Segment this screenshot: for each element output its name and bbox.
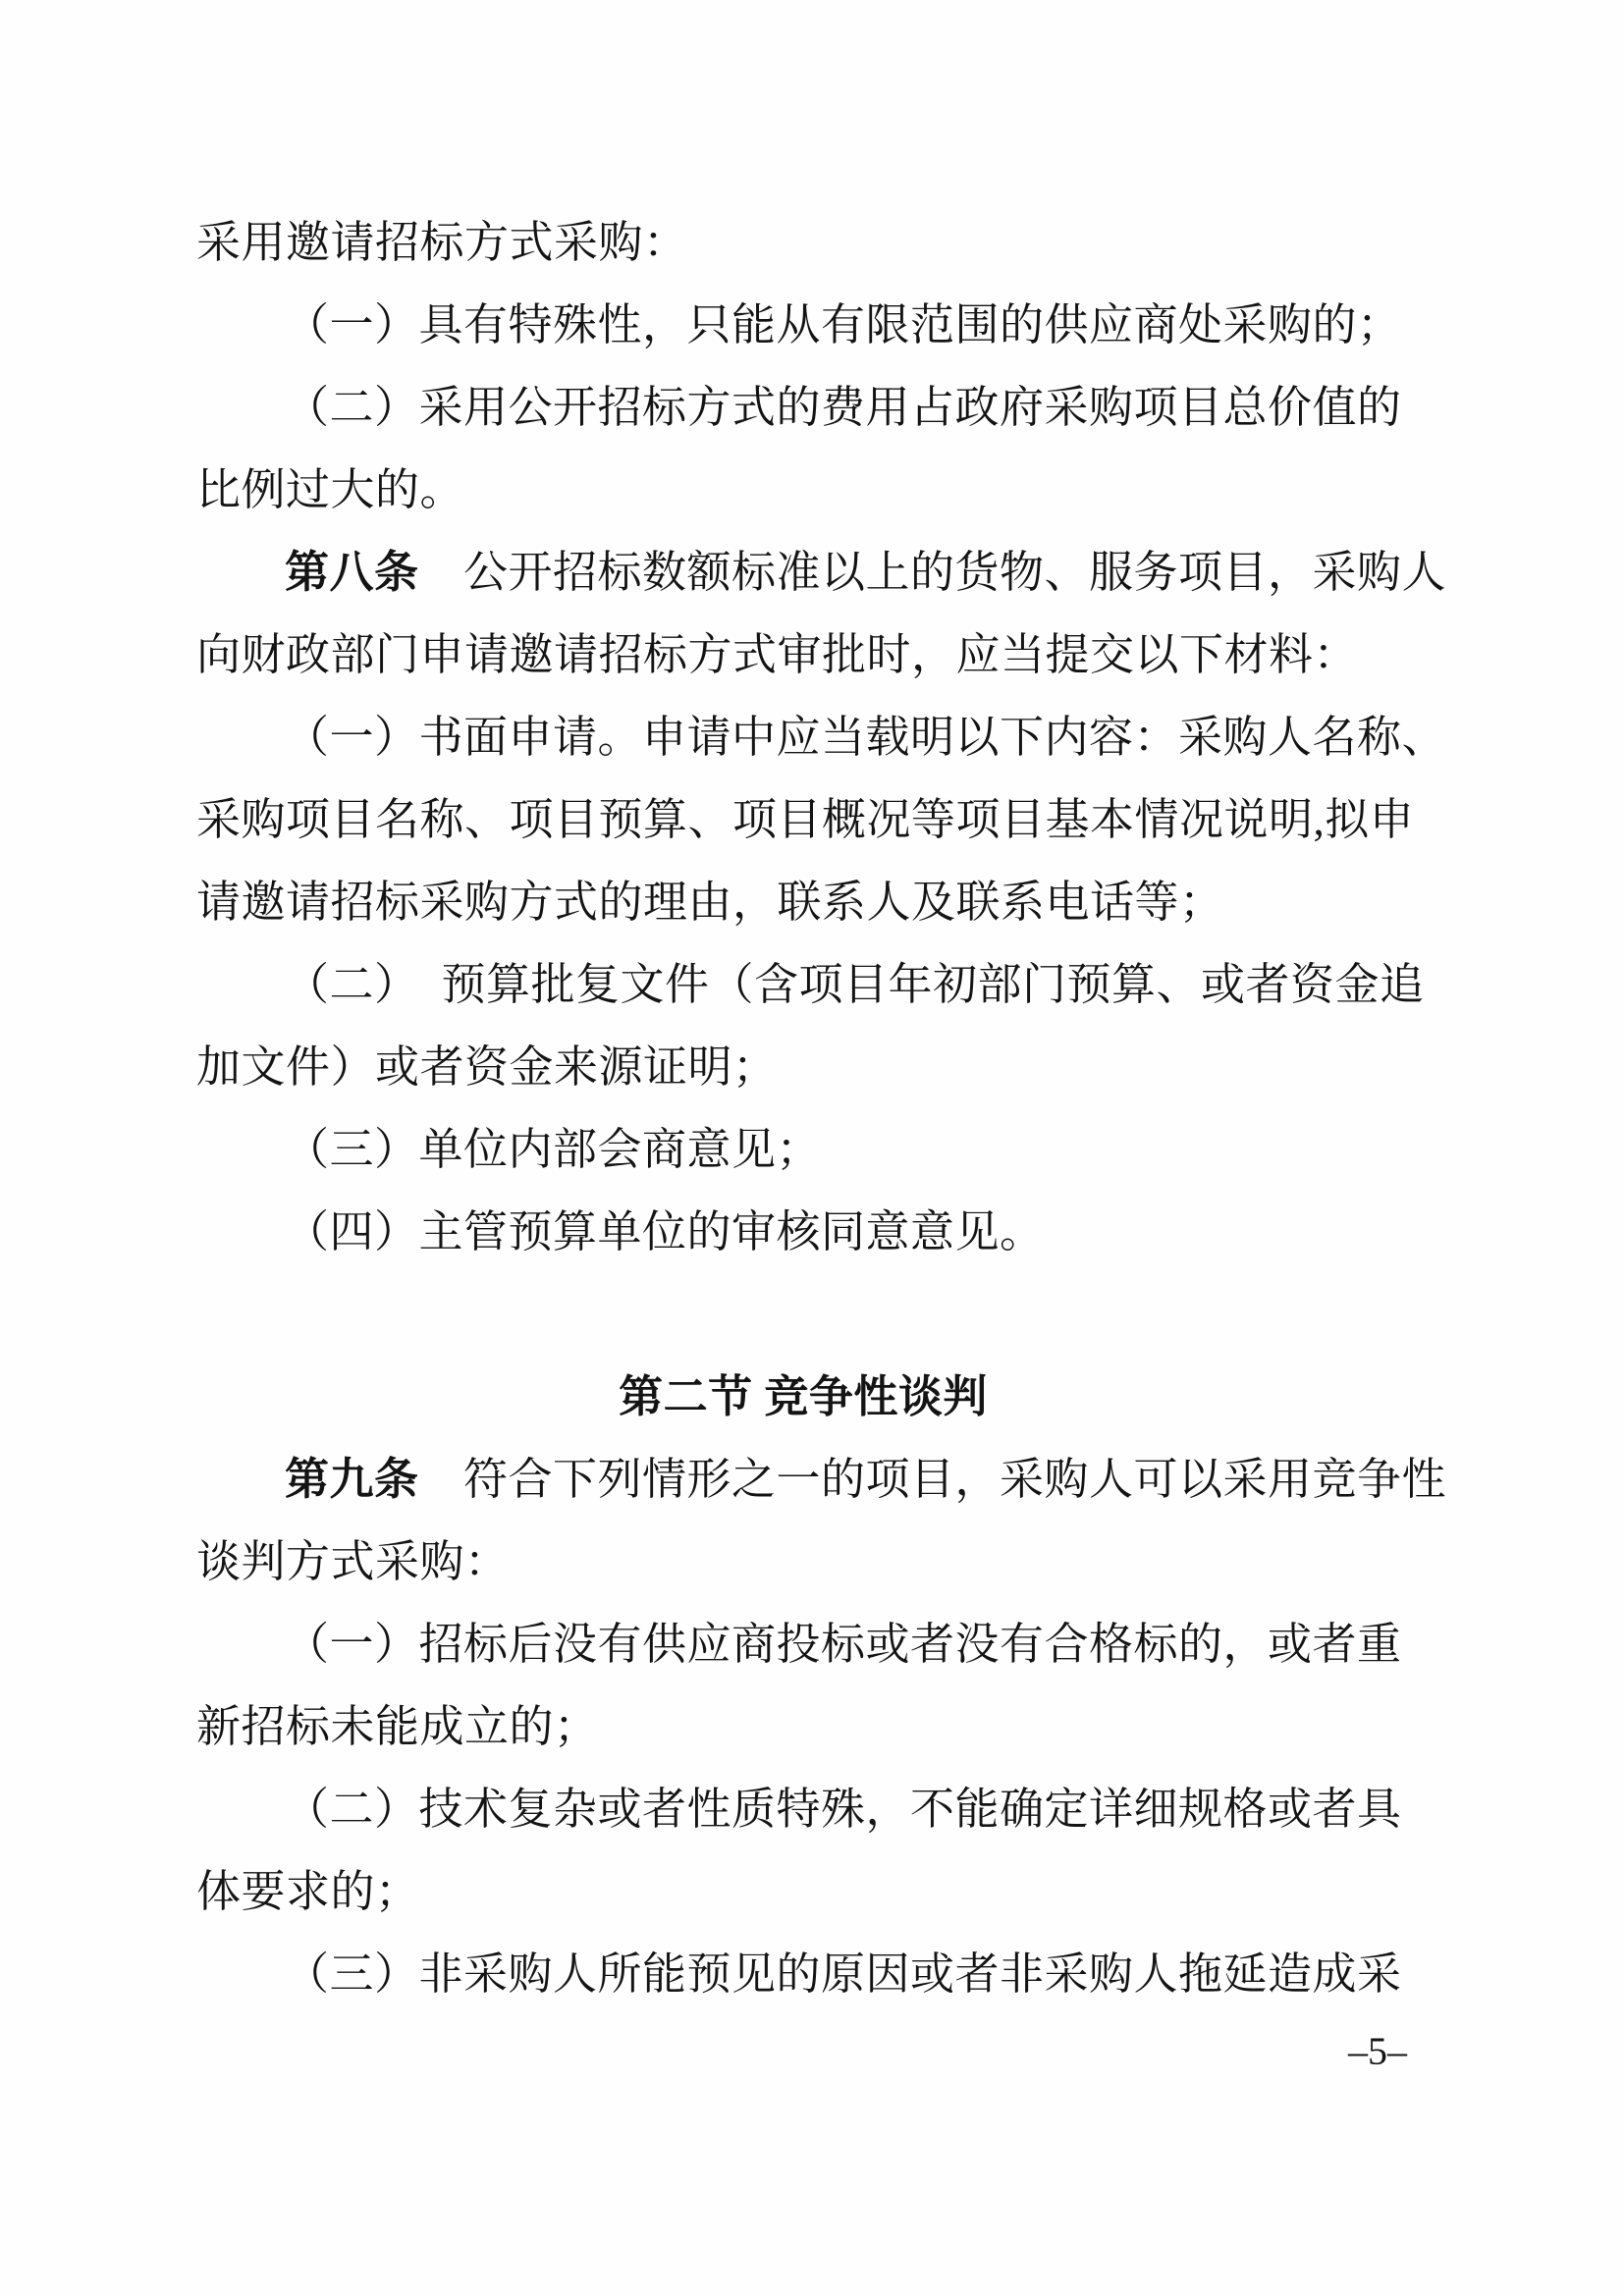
text-line: 谈判方式采购： bbox=[196, 1537, 510, 1586]
text-line: （一）书面申请。申请中应当载明以下内容：采购人名称、 bbox=[285, 713, 1447, 762]
text-line: 比例过大的。 bbox=[196, 465, 465, 514]
text-line: （四）主管预算单位的审核同意意见。 bbox=[285, 1207, 1045, 1256]
text-line: 加文件）或者资金来源证明； bbox=[196, 1042, 778, 1092]
text-line bbox=[196, 531, 1447, 614]
section-heading: 第二节 竞争性谈判 bbox=[619, 1372, 988, 1421]
document-body bbox=[196, 201, 1447, 2015]
text-line bbox=[196, 1438, 1447, 1521]
text-line: （三）非采购人所能预见的原因或者非采购人拖延造成采 bbox=[285, 1949, 1402, 1999]
text-line: 请邀请招标采购方式的理由，联系人及联系电话等； bbox=[196, 878, 1224, 927]
text-segment: 符合下列情形之一的项目，采购人可以采用竞争性 bbox=[463, 1455, 1447, 1504]
text-line: 向财政部门申请邀请招标方式审批时，应当提交以下材料： bbox=[196, 630, 1359, 679]
text-line: （二）采用公开招标方式的费用占政府采购项目总价值的 bbox=[285, 383, 1402, 432]
page-number: –5– bbox=[1348, 2029, 1407, 2073]
article-8-label: 第八条 bbox=[285, 548, 419, 597]
text-line: 采购项目名称、项目预算、项目概况等项目基本情况说明,拟申 bbox=[196, 795, 1415, 844]
text-line: 体要求的； bbox=[196, 1867, 420, 1916]
text-line: （一）招标后没有供应商投标或者没有合格标的，或者重 bbox=[285, 1620, 1402, 1669]
text-segment: 公开招标数额标准以上的货物、服务项目，采购人 bbox=[418, 548, 1447, 597]
article-9-label: 第九条 bbox=[285, 1455, 419, 1504]
text-line: （三）单位内部会商意见； bbox=[285, 1125, 822, 1174]
text-line: （二） 预算批复文件（含项目年初部门预算、或者资金追 bbox=[285, 960, 1425, 1009]
text-segment bbox=[419, 1455, 464, 1504]
text-line: （一）具有特殊性，只能从有限范围的供应商处采购的； bbox=[285, 300, 1402, 349]
text-line: 采用邀请招标方式采购： bbox=[196, 218, 688, 267]
text-line: 新招标未能成立的； bbox=[196, 1702, 599, 1751]
text-line: （二）技术复杂或者性质特殊，不能确定详细规格或者具 bbox=[285, 1785, 1402, 1834]
